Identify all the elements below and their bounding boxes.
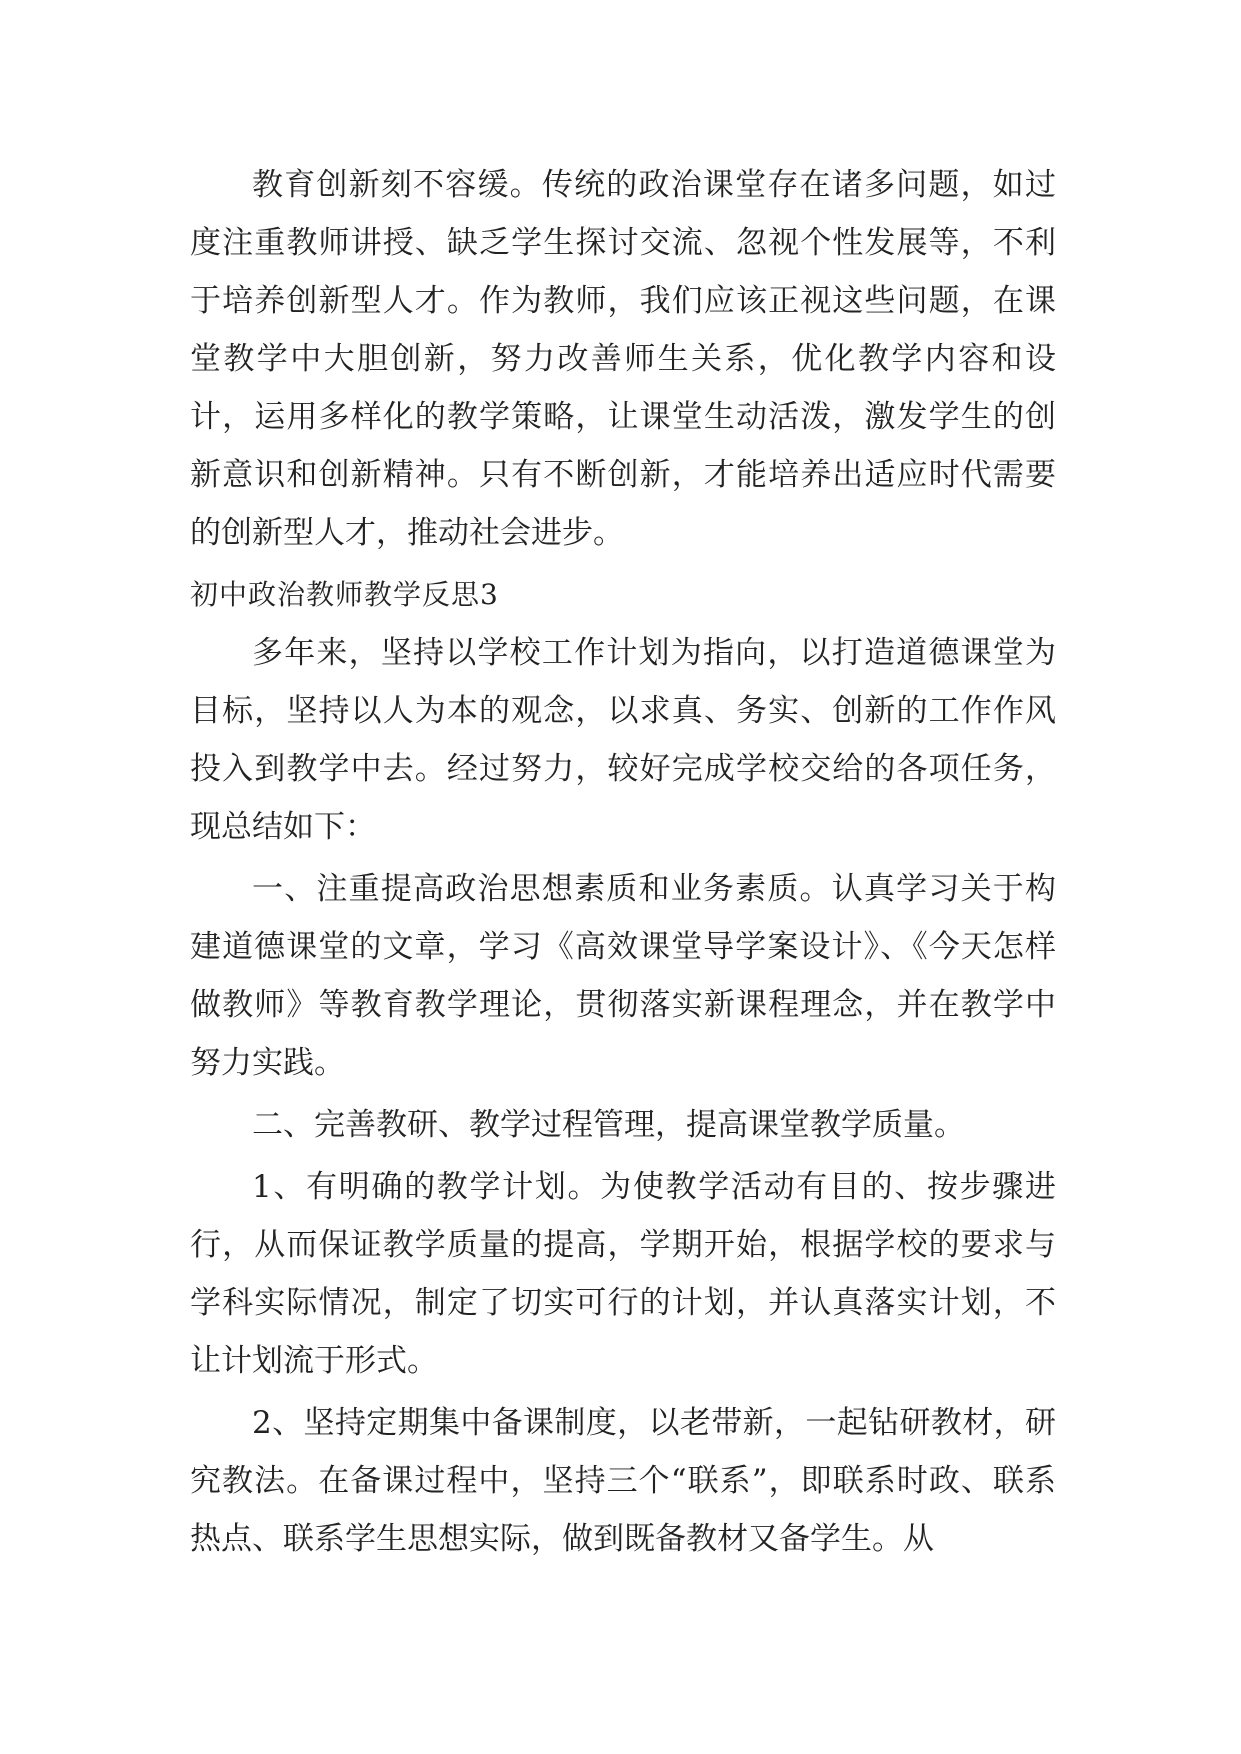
paragraph-item-1: 1、有明确的教学计划。为使教学活动有目的、按步骤进行，从而保证教学质量的提高，学期开始，根据学校的要求与学科实际情况，制定了切实可行的计划，并认真落实计划，不让计划流于形式。 xyxy=(190,1169,1056,1379)
paragraph-point-one: 一、注重提高政治思想素质和业务素质。认真学习关于构建道德课堂的文章，学习《高效课堂导学案设计》、《今天怎样做教师》等教育教学理论，贯彻落实新课程理念，并在教学中努力实践。 xyxy=(190,871,1056,1081)
paragraph-item-2: 2、坚持定期集中备课制度，以老带新，一起钻研教材，研究教法。在备课过程中，坚持三个“联系”，即联系时政、联系热点、联系学生思想实际，做到既备教材又备学生。从 xyxy=(190,1405,1056,1557)
section-heading: 初中政治教师教学反思3 xyxy=(190,578,499,611)
paragraph-intro: 多年来，坚持以学校工作计划为指向，以打造道德课堂为目标，坚持以人为本的观念，以求真、务实、创新的工作作风投入到教学中去。经过努力，较好完成学校交给的各项任务，现总结如下： xyxy=(190,635,1056,845)
document-body xyxy=(190,156,1056,1568)
paragraph-education-innovation: 教育创新刻不容缓。传统的政治课堂存在诸多问题，如过度注重教师讲授、缺乏学生探讨交流、忽视个性发展等，不利于培养创新型人才。作为教师，我们应该正视这些问题，在课堂教学中大胆创新，努力改善师生关系，优化教学内容和设计，运用多样化的教学策略，让课堂生动活泼，激发学生的创新意识和创新精神。只有不断创新，才能培养出适应时代需要的创新型人才，推动社会进步。 xyxy=(190,167,1056,551)
paragraph-point-two: 二、完善教研、教学过程管理，提高课堂教学质量。 xyxy=(252,1107,965,1143)
